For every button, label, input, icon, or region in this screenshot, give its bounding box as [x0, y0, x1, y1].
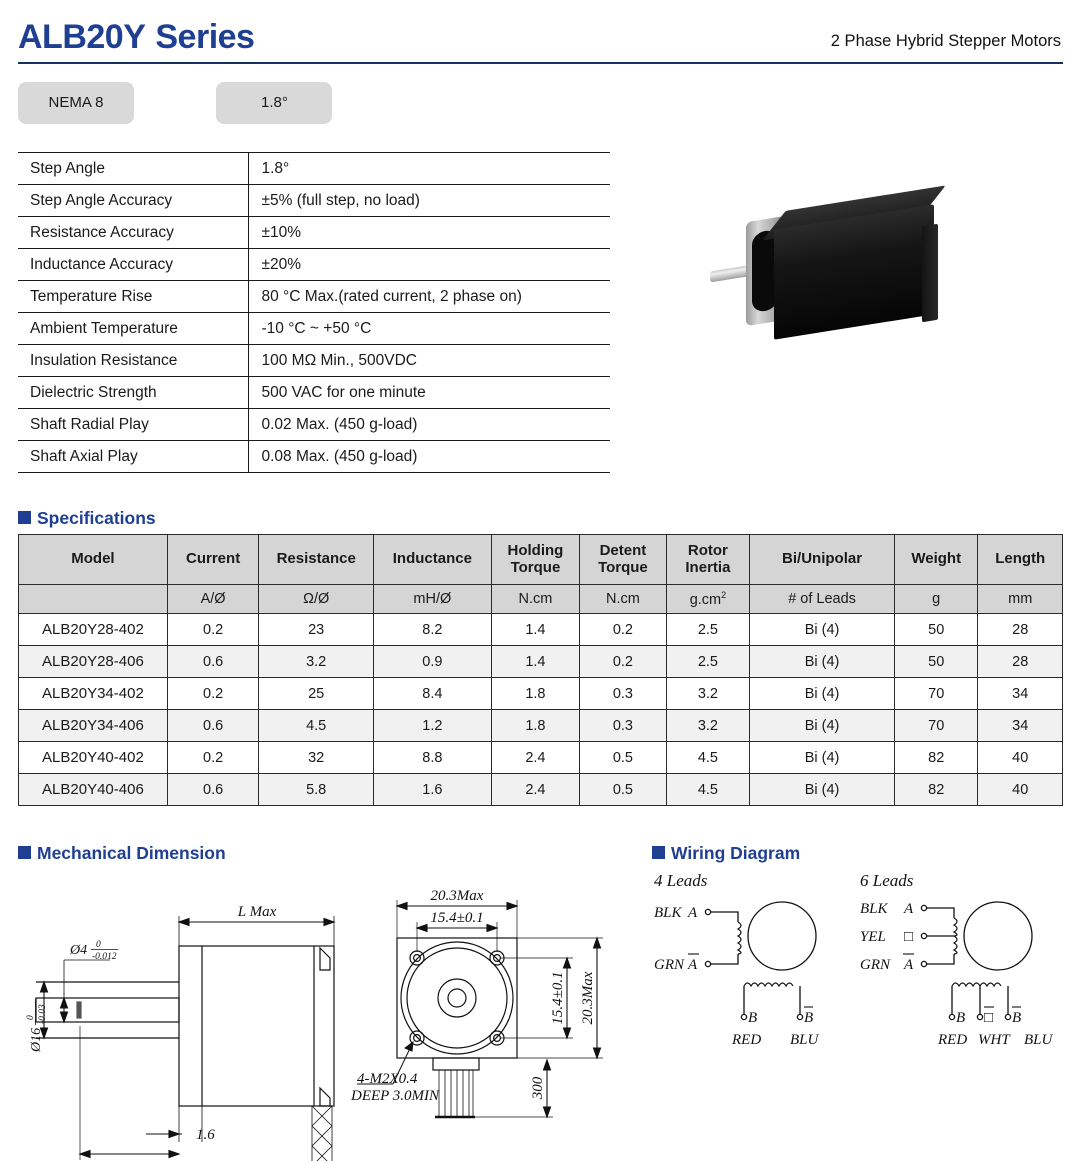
tab-tail-shape — [130, 96, 148, 118]
specifications-table — [18, 534, 1063, 806]
unit-rotor-inertia — [666, 585, 749, 614]
unit-weight: g — [894, 585, 977, 614]
col-header-text: Weight — [911, 550, 962, 568]
cell-inductance: 8.2 — [374, 614, 492, 646]
tab-tail-shape — [328, 96, 346, 118]
label-width-max: 20.3Max — [430, 888, 484, 904]
spec-value: 500 VAC for one minute — [248, 377, 610, 409]
unit-detent-torque: N.cm — [580, 585, 666, 614]
col-header-text: Rotor — [687, 541, 728, 559]
table-row — [18, 153, 610, 185]
spec-value: ±20% — [248, 249, 610, 281]
cell-current: 0.2 — [167, 614, 259, 646]
section-heading-label: Specifications — [37, 508, 156, 528]
mechanical-drawing-side-view — [14, 876, 344, 1161]
label-blk: BLK — [860, 901, 888, 917]
label-blu: BLU — [790, 1032, 819, 1048]
cell-detent-torque: 0.3 — [580, 710, 666, 742]
spec-key: Shaft Radial Play — [18, 409, 248, 441]
wiring-diagram-4-leads — [652, 868, 857, 1063]
col-header-text: Bi/Unipolar — [782, 550, 863, 568]
spec-value: 80 °C Max.(rated current, 2 phase on) — [248, 281, 610, 313]
label-height-max: 20.3Max — [580, 971, 596, 1025]
spec-value: ±10% — [248, 217, 610, 249]
general-specifications-table — [18, 152, 610, 473]
cell-holding-torque: 2.4 — [491, 742, 580, 774]
section-heading-specifications — [18, 508, 156, 529]
page-title-main: ALB20Y — [18, 18, 146, 56]
spec-key: Shaft Axial Play — [18, 441, 248, 473]
cell-resistance: 32 — [259, 742, 374, 774]
cell-length: 40 — [978, 742, 1063, 774]
col-header-length — [978, 535, 1063, 585]
label-thread-note-2: DEEP 3.0MIN — [351, 1088, 440, 1104]
table-row — [18, 345, 610, 377]
motor-rear-cap — [922, 224, 938, 323]
label-red: RED — [938, 1032, 968, 1048]
label-6-leads-title: 6 Leads — [860, 871, 914, 890]
header-divider — [18, 62, 1063, 64]
col-header-text-2: Torque — [598, 558, 648, 576]
cell-holding-torque: 1.4 — [491, 646, 580, 678]
spec-value: 0.02 Max. (450 g-load) — [248, 409, 610, 441]
tab-nema-8-label: NEMA 8 — [48, 94, 104, 111]
label-phase-a: A — [904, 901, 914, 917]
cell-weight: 82 — [894, 742, 977, 774]
spec-key: Step Angle Accuracy — [18, 185, 248, 217]
label-thread-note-1: 4-M2X0.4 — [357, 1071, 418, 1087]
cell-rotor-inertia: 3.2 — [666, 678, 749, 710]
cell-length: 40 — [978, 774, 1063, 806]
cell-resistance: 25 — [259, 678, 374, 710]
section-heading-mechanical-dimension — [18, 843, 226, 864]
cell-weight: 50 — [894, 646, 977, 678]
unit-current: A/Ø — [167, 585, 259, 614]
col-header-text: Holding — [507, 541, 564, 559]
cell-rotor-inertia: 4.5 — [666, 742, 749, 774]
tab-step-angle[interactable] — [216, 82, 332, 124]
svg-text:-0.03: -0.03 — [38, 1004, 48, 1024]
col-header-text: Detent — [599, 541, 647, 559]
table-row — [19, 646, 1063, 678]
cell-current: 0.6 — [167, 774, 259, 806]
label-flange-thickness: 1.6 — [196, 1127, 215, 1143]
label-phase-b-bar: B — [1012, 1010, 1022, 1026]
unit-holding-torque: N.cm — [491, 585, 580, 614]
label-blk: BLK — [654, 905, 682, 921]
cell-model: ALB20Y40-406 — [19, 774, 168, 806]
square-bullet-icon — [18, 511, 31, 524]
cell-bi-unipolar: Bi (4) — [750, 710, 895, 742]
table-row — [18, 377, 610, 409]
svg-text:Ø16: Ø16 — [29, 1027, 44, 1052]
cell-holding-torque: 1.4 — [491, 614, 580, 646]
table-row — [19, 774, 1063, 806]
cell-detent-torque: 0.2 — [580, 614, 666, 646]
label-grn: GRN — [860, 957, 890, 973]
spec-key: Ambient Temperature — [18, 313, 248, 345]
spec-key: Inductance Accuracy — [18, 249, 248, 281]
cell-detent-torque: 0.3 — [580, 678, 666, 710]
label-phase-b: B — [748, 1010, 758, 1026]
label-shaft-length — [105, 1160, 147, 1161]
cell-bi-unipolar: Bi (4) — [750, 614, 895, 646]
unit-model — [19, 585, 168, 614]
table-row — [18, 185, 610, 217]
svg-text:-0.012: -0.012 — [92, 952, 117, 962]
table-row — [18, 249, 610, 281]
table-row — [18, 441, 610, 473]
label-red: RED — [732, 1032, 762, 1048]
spec-key: Dielectric Strength — [18, 377, 248, 409]
col-header-text-2: Inertia — [685, 558, 731, 576]
label-4-leads-title: 4 Leads — [654, 871, 708, 890]
spec-value: 100 MΩ Min., 500VDC — [248, 345, 610, 377]
table-row — [18, 281, 610, 313]
cell-current: 0.2 — [167, 678, 259, 710]
cell-bi-unipolar: Bi (4) — [750, 646, 895, 678]
section-heading-wiring-diagram — [652, 843, 800, 864]
section-heading-label: Mechanical Dimension — [37, 843, 226, 863]
spec-key: Temperature Rise — [18, 281, 248, 313]
cell-weight: 70 — [894, 678, 977, 710]
spec-tabs — [18, 82, 332, 126]
svg-text:Ø4: Ø4 — [70, 943, 88, 958]
col-header-text: Resistance — [276, 550, 356, 568]
cell-weight: 70 — [894, 710, 977, 742]
cell-inductance: 8.8 — [374, 742, 492, 774]
label-blu: BLU — [1024, 1032, 1053, 1048]
section-heading-label: Wiring Diagram — [671, 843, 801, 863]
label-phase-a-bar: A — [688, 957, 698, 973]
cell-bi-unipolar: Bi (4) — [750, 742, 895, 774]
svg-text:0: 0 — [96, 940, 101, 950]
unit-bi-unipolar: # of Leads — [750, 585, 895, 614]
cell-inductance: 0.9 — [374, 646, 492, 678]
table-row — [18, 409, 610, 441]
label-lead-length: 300 — [530, 1076, 546, 1100]
unit-length: mm — [978, 585, 1063, 614]
wiring-diagram-6-leads — [858, 868, 1073, 1063]
cell-detent-torque: 0.2 — [580, 646, 666, 678]
unit-rotor-inertia-exponent: 2 — [721, 590, 727, 601]
label-flange-diameter — [26, 999, 48, 1053]
label-phase-square: □ — [904, 929, 914, 945]
cell-rotor-inertia: 2.5 — [666, 614, 749, 646]
cell-weight: 82 — [894, 774, 977, 806]
cell-holding-torque: 1.8 — [491, 678, 580, 710]
table-row — [19, 742, 1063, 774]
col-header-rotor-inertia — [666, 535, 749, 585]
spec-value: 1.8° — [248, 153, 610, 185]
cell-bi-unipolar: Bi (4) — [750, 774, 895, 806]
svg-text:0: 0 — [26, 1015, 36, 1020]
mechanical-drawing-front-view — [335, 876, 635, 1161]
spec-key: Step Angle — [18, 153, 248, 185]
col-header-text: Length — [995, 550, 1046, 568]
label-phase-square-bar: □ — [984, 1010, 994, 1026]
cell-resistance: 4.5 — [259, 710, 374, 742]
spec-value: ±5% (full step, no load) — [248, 185, 610, 217]
col-header-text: Inductance — [392, 550, 472, 568]
label-bolt-pitch-v: 15.4±0.1 — [550, 971, 566, 1025]
page-title-sub: Series — [155, 18, 255, 56]
tab-nema-8[interactable] — [18, 82, 134, 124]
spec-key: Insulation Resistance — [18, 345, 248, 377]
page-title — [18, 18, 254, 57]
square-bullet-icon — [652, 846, 665, 859]
col-header-weight — [894, 535, 977, 585]
cell-detent-torque: 0.5 — [580, 774, 666, 806]
tab-step-angle-label: 1.8° — [261, 94, 288, 111]
unit-resistance: Ω/Ø — [259, 585, 374, 614]
cell-current: 0.6 — [167, 646, 259, 678]
label-yel: YEL — [860, 929, 886, 945]
col-header-text-2: Torque — [510, 558, 561, 576]
col-header-holding-torque — [491, 535, 580, 585]
cell-length: 28 — [978, 646, 1063, 678]
table-row — [19, 678, 1063, 710]
cell-inductance: 8.4 — [374, 678, 492, 710]
label-wht: WHT — [978, 1032, 1010, 1048]
table-units-row — [19, 585, 1063, 614]
cell-resistance: 5.8 — [259, 774, 374, 806]
table-row — [18, 217, 610, 249]
col-header-model — [19, 535, 168, 585]
cell-length: 28 — [978, 614, 1063, 646]
cell-bi-unipolar: Bi (4) — [750, 678, 895, 710]
cell-model: ALB20Y28-406 — [19, 646, 168, 678]
table-row — [19, 710, 1063, 742]
table-header-row — [19, 535, 1063, 585]
cell-resistance: 23 — [259, 614, 374, 646]
col-header-bi-unipolar — [750, 535, 895, 585]
label-phase-a: A — [688, 905, 698, 921]
square-bullet-icon — [18, 846, 31, 859]
cell-inductance: 1.6 — [374, 774, 492, 806]
unit-rotor-inertia-text: g.cm — [689, 591, 722, 608]
cell-current: 0.6 — [167, 710, 259, 742]
col-header-text: Current — [186, 550, 241, 568]
col-header-current — [167, 535, 259, 585]
spec-value: 0.08 Max. (450 g-load) — [248, 441, 610, 473]
cell-resistance: 3.2 — [259, 646, 374, 678]
motor-product-image — [690, 195, 980, 355]
spec-value: -10 °C ~ +50 °C — [248, 313, 610, 345]
label-phase-b-bar: B — [804, 1010, 814, 1026]
col-header-resistance — [259, 535, 374, 585]
cell-rotor-inertia: 2.5 — [666, 646, 749, 678]
cell-length: 34 — [978, 678, 1063, 710]
cell-holding-torque: 1.8 — [491, 710, 580, 742]
cell-model: ALB20Y28-402 — [19, 614, 168, 646]
cell-current: 0.2 — [167, 742, 259, 774]
table-row — [19, 614, 1063, 646]
label-l-max: L Max — [237, 904, 277, 920]
label-phase-b: B — [956, 1010, 966, 1026]
cell-rotor-inertia: 3.2 — [666, 710, 749, 742]
label-shaft-diameter — [69, 940, 118, 962]
cell-length: 34 — [978, 710, 1063, 742]
spec-key: Resistance Accuracy — [18, 217, 248, 249]
cell-weight: 50 — [894, 614, 977, 646]
cell-detent-torque: 0.5 — [580, 742, 666, 774]
col-header-detent-torque — [580, 535, 666, 585]
cell-model: ALB20Y34-406 — [19, 710, 168, 742]
unit-inductance: mH/Ø — [374, 585, 492, 614]
table-row — [18, 313, 610, 345]
page-subtitle: 2 Phase Hybrid Stepper Motors — [830, 32, 1061, 50]
cell-model: ALB20Y40-402 — [19, 742, 168, 774]
cell-rotor-inertia: 4.5 — [666, 774, 749, 806]
cell-inductance: 1.2 — [374, 710, 492, 742]
cell-holding-torque: 2.4 — [491, 774, 580, 806]
label-grn: GRN — [654, 957, 684, 973]
label-phase-a-bar: A — [904, 957, 914, 973]
col-header-text: Model — [71, 550, 115, 568]
cell-model: ALB20Y34-402 — [19, 678, 168, 710]
col-header-inductance — [374, 535, 492, 585]
page-header — [0, 0, 1081, 70]
label-bolt-pitch-h: 15.4±0.1 — [430, 910, 484, 926]
